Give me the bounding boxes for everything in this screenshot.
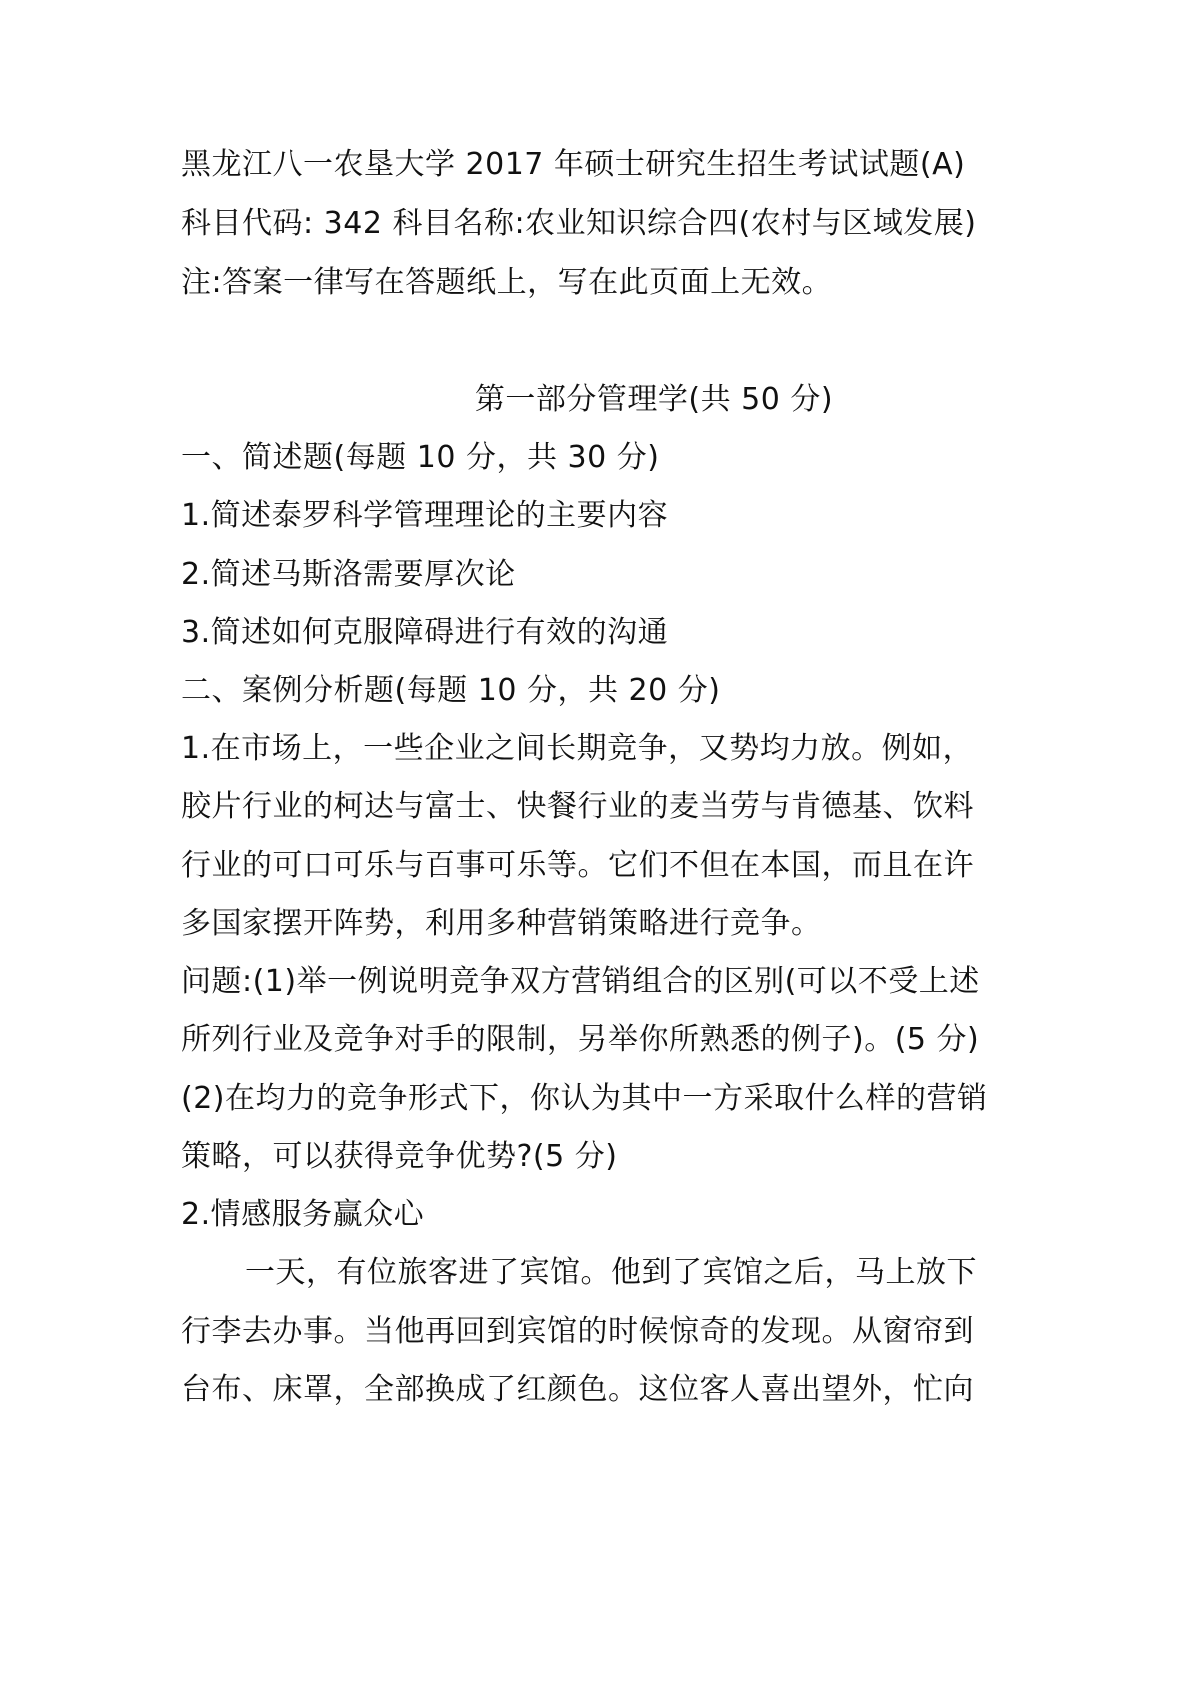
case2-title: 2.情感服务赢众心	[181, 1197, 425, 1232]
answer-note: 注:答案一律写在答题纸上，写在此页面上无效。	[181, 265, 833, 300]
case2-line: 行李去办事。当他再回到宾馆的时候惊奇的发现。从窗帘到	[181, 1314, 974, 1349]
case2-line: 一天，有位旅客进了宾馆。他到了宾馆之后，马上放下	[245, 1255, 977, 1290]
section-heading-case-analysis: 二、案例分析题(每题 10 分，共 20 分)	[181, 673, 721, 708]
case1-question-line: 策略，可以获得竞争优势?(5 分)	[181, 1139, 618, 1174]
subject-line: 科目代码: 342 科目名称:农业知识综合四(农村与区域发展)	[181, 206, 977, 241]
exam-title: 黑龙江八一农垦大学 2017 年硕士研究生招生考试试题(A)	[181, 147, 966, 182]
question-1: 1.简述泰罗科学管理理论的主要内容	[181, 498, 669, 533]
case1-line: 1.在市场上，一些企业之间长期竞争，又势均力放。例如，	[181, 731, 974, 766]
part-title: 第一部分管理学(共 50 分)	[474, 382, 834, 417]
case1-line: 多国家摆开阵势，利用多种营销策略进行竞争。	[181, 906, 822, 941]
question-2: 2.简述马斯洛需要厚次论	[181, 557, 516, 592]
section-heading-short-answer: 一、简述题(每题 10 分，共 30 分)	[181, 440, 660, 475]
case1-line: 行业的可口可乐与百事可乐等。它们不但在本国，而且在许	[181, 848, 974, 883]
case1-question-line: 问题:(1)举一例说明竞争双方营销组合的区别(可以不受上述	[181, 964, 980, 999]
case1-question-line: (2)在均力的竞争形式下，你认为其中一方采取什么样的营销	[181, 1081, 988, 1116]
case1-line: 胶片行业的柯达与富士、快餐行业的麦当劳与肯德基、饮料	[181, 789, 974, 824]
case1-question-line: 所列行业及竞争对手的限制，另举你所熟悉的例子)。(5 分)	[181, 1022, 980, 1057]
question-3: 3.简述如何克服障碍进行有效的沟通	[181, 615, 669, 650]
case2-line: 台布、床罩，全部换成了红颜色。这位客人喜出望外，忙向	[181, 1372, 974, 1407]
